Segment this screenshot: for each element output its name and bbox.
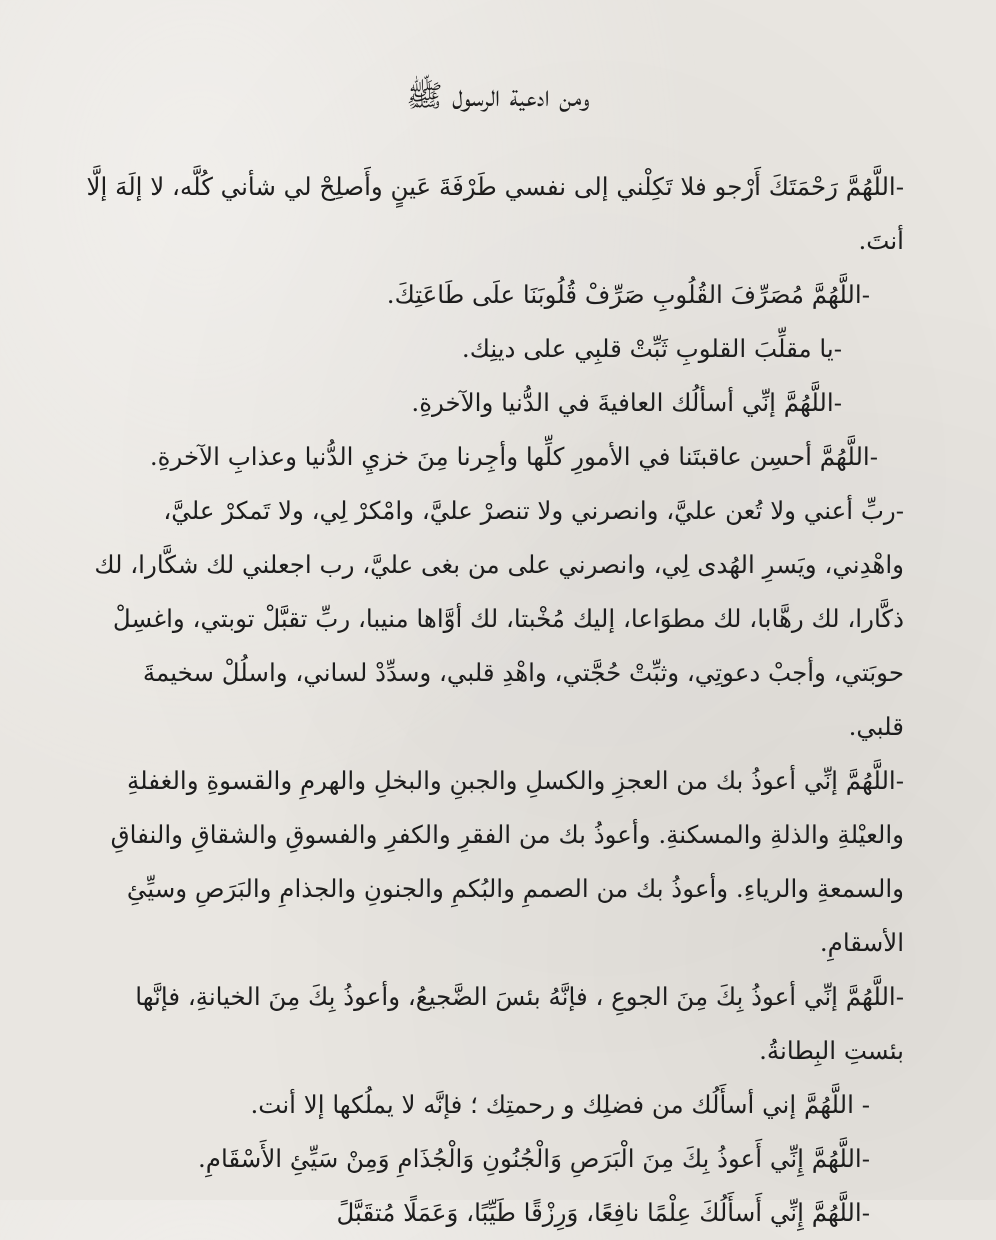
dua-item: -اللَّهُمَّ إنِّي أعوذُ بك من العجزِ والكسلِ والجبنِ والبخلِ والهرمِ والقسوةِ والغفلةِ والعيْلةِ والذلةِ والمسكنةِ. وأعوذُ بك من الفقرِ والكفرِ والفسوقِ والشقاقِ والنفاقِ والسمعةِ والرياءِ. وأعوذُ بك من الصممِ والبُكمِ والجنونِ والجذامِ والبَرَصِ وسيِّئِ الأسقامِ. xyxy=(110,766,904,957)
dua-item: -ربِّ أعني ولا تُعن عليَّ، وانصرني ولا تنصرْ عليَّ، وامْكرْ لِي، ولا تَمكرْ عليَّ، واهْدِني، ويَسرِ الهُدى لِي، وانصرني على من بغى عليَّ، رب اجعلني لك شكَّارا، لك ذكَّارا، لك رهَّابا، لك مطوَاعا، إليك مُخْبتا، لك أوَّاها منيبا، ربِّ تقبَّلْ توبتي، واغسِلْ حوبَتي، وأجبْ دعوتِي، وثبِّتْ حُجَّتي، واهْدِ قلبي، وسدِّدْ لساني، واسلُلْ سخيمةَ قلبي. xyxy=(94,496,904,741)
dua-item: -اللَّهُمَّ إنِّي أعوذُ بِكَ مِنَ الجوعِ ، فإنَّهُ بئسَ الضَّجيعُ، وأعوذُ بِكَ مِنَ الخيانةِ، فإنَّها بئستِ البِطانةُ. xyxy=(135,982,904,1065)
dua-item: -اللَّهُمَّ إنِّي أسألُك العافيةَ في الدُّنيا والآخرةِ. xyxy=(411,388,842,417)
dua-item: -اللَّهُمَّ أحسِن عاقبتَنا في الأمورِ كلِّها وأجِرنا مِنَ خزيِ الدُّنيا وعذابِ الآخرةِ. xyxy=(149,442,878,471)
dua-list xyxy=(84,160,904,1240)
dua-item: -يا مقلِّبَ القلوبِ ثَبِّتْ قلبِي على دينِك. xyxy=(461,334,842,363)
dua-item: - اللَّهُمَّ إني أسأَلُك من فضلِك و رحمتِك ؛ فإنَّه لا يملُكها إلا أنت. xyxy=(250,1090,870,1119)
dua-item: -اللَّهُمَّ رَحْمَتَكَ أَرْجو فلا تَكِلْني إلى نفسي طَرْفَةَ عَينٍ وأَصلِحْ لي شأني كُلَّه، لا إلَهَ إلَّا أنتَ. xyxy=(86,172,904,255)
dua-item: -اللَّهُمَّ إِنِّي أَعوذُ بِكَ مِنَ الْبَرَصِ وَالْجُنُونِ وَالْجُذَامِ وَمِنْ سَيِّئِ الأَسْقَامِ. xyxy=(197,1144,870,1173)
dua-item: -اللَّهُمَّ إِنِّي أَسأَلُكَ عِلْمًا نافِعًا، وَرِزْقًا طَيِّبًا، وَعَمَلًا مُتقَبَّلً xyxy=(336,1198,870,1227)
page-title: ومن ادعية الرسول ﷺ xyxy=(406,79,590,114)
dua-item: -اللَّهُمَّ مُصَرِّفَ القُلُوبِ صَرِّفْ قُلُوبَنَا علَى طَاعَتِكَ. xyxy=(386,280,870,309)
